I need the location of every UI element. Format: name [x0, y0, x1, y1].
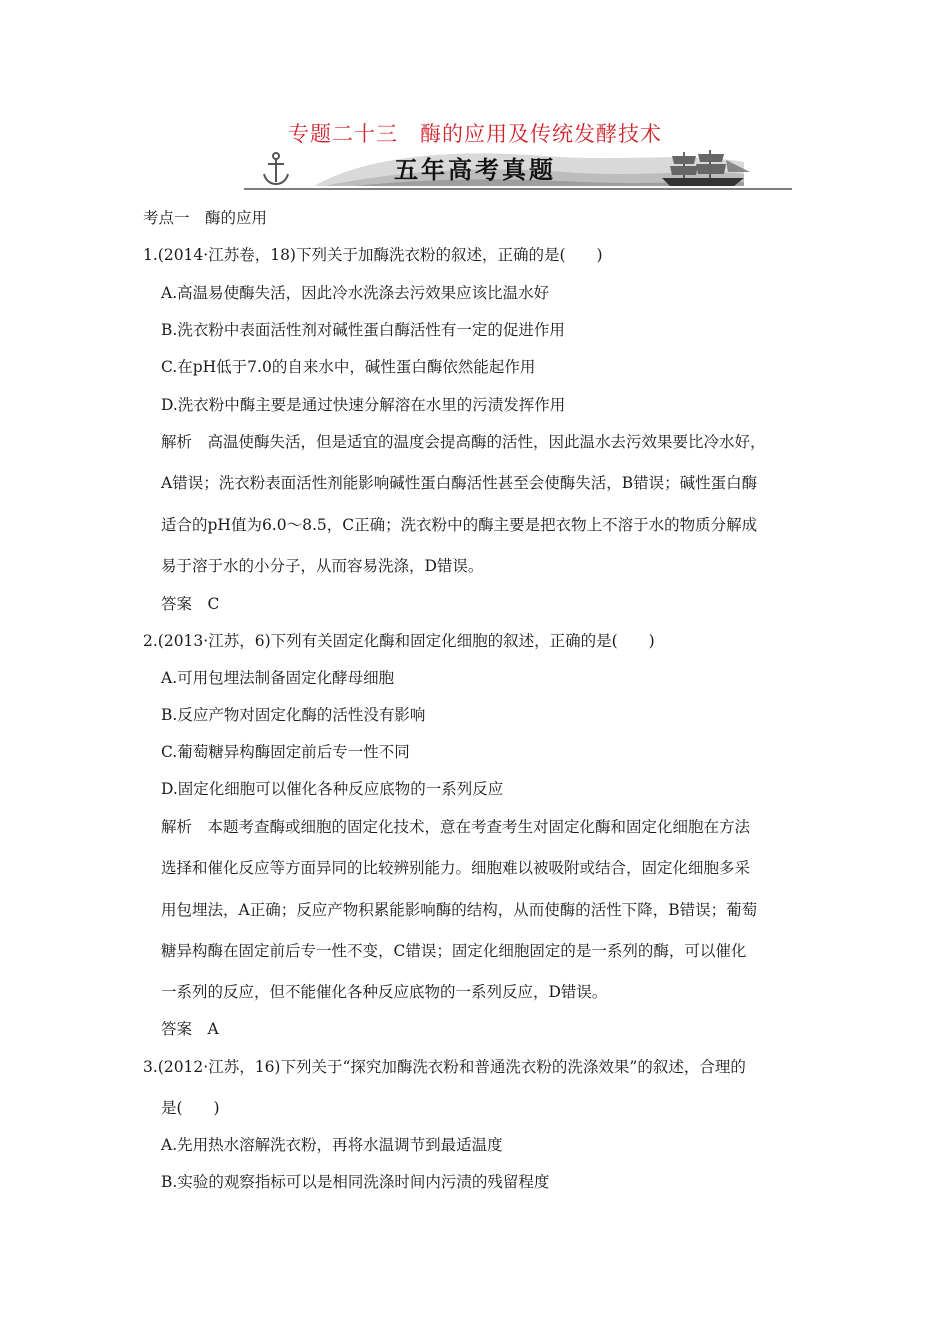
- banner-heading: 五年高考真题: [394, 156, 556, 184]
- question-2-answer: 答案 A: [161, 1020, 219, 1038]
- question-1-analysis-line: 适合的pH值为6.0～8.5，C正确；洗衣粉中的酶主要是把衣物上不溶于水的物质分解成: [161, 516, 758, 534]
- question-3-option-b: B.实验的观察指标可以是相同洗涤时间内污渍的残留程度: [161, 1173, 550, 1191]
- question-1-option-b: B.洗衣粉中表面活性剂对碱性蛋白酶活性有一定的促进作用: [161, 321, 565, 339]
- question-3-stem: 3.(2012·江苏，16)下列关于“探究加酶洗衣粉和普通洗衣粉的洗涤效果”的叙述，合理的: [143, 1058, 746, 1076]
- question-2-analysis-line: 用包埋法，A正确；反应产物积累能影响酶的结构，从而使酶的活性下降，B错误；葡萄: [161, 901, 758, 919]
- question-2-analysis-line: 选择和催化反应等方面异同的比较辨别能力。细胞难以被吸附或结合，固定化细胞多采: [161, 859, 751, 877]
- question-1-option-d: D.洗衣粉中酶主要是通过快速分解溶在水里的污渍发挥作用: [161, 396, 566, 414]
- question-1-analysis-line: 易于溶于水的小分子，从而容易洗涤，D错误。: [161, 557, 484, 575]
- question-1-stem: 1.(2014·江苏卷，18)下列关于加酶洗衣粉的叙述，正确的是( ): [143, 246, 603, 264]
- question-2-option-d: D.固定化细胞可以催化各种反应底物的一系列反应: [161, 780, 504, 798]
- question-3-stem-continued: 是( ): [161, 1099, 220, 1117]
- question-2-stem: 2.(2013·江苏，6)下列有关固定化酶和固定化细胞的叙述，正确的是( ): [143, 632, 655, 650]
- question-1-answer: 答案 C: [161, 595, 220, 613]
- question-1-option-a: A.高温易使酶失活，因此冷水洗涤去污效果应该比温水好: [161, 284, 550, 302]
- question-2-option-c: C.葡萄糖异构酶固定前后专一性不同: [161, 743, 410, 761]
- page-title: 专题二十三 酶的应用及传统发酵技术: [288, 122, 662, 146]
- question-3-option-a: A.先用热水溶解洗衣粉，再将水温调节到最适温度: [161, 1136, 503, 1154]
- question-2-option-b: B.反应产物对固定化酶的活性没有影响: [161, 706, 426, 724]
- question-1-analysis-line: 解析 高温使酶失活，但是适宜的温度会提高酶的活性，因此温水去污效果要比冷水好，: [161, 433, 766, 451]
- section-heading: 考点一 酶的应用: [143, 209, 268, 227]
- question-2-analysis-line: 糖异构酶在固定前后专一性不变，C错误；固定化细胞固定的是一系列的酶，可以催化: [161, 942, 747, 960]
- question-1-analysis-line: A错误；洗衣粉表面活性剂能影响碱性蛋白酶活性甚至会使酶失活，B错误；碱性蛋白酶: [161, 474, 758, 492]
- question-2-analysis-line: 一系列的反应，但不能催化各种反应底物的一系列反应，D错误。: [161, 983, 608, 1001]
- question-2-analysis-line: 解析 本题考查酶或细胞的固定化技术，意在考查考生对固定化酶和固定化细胞在方法: [161, 818, 751, 836]
- question-2-option-a: A.可用包埋法制备固定化酵母细胞: [161, 669, 395, 687]
- question-1-option-c: C.在pH低于7.0的自来水中，碱性蛋白酶依然能起作用: [161, 358, 536, 376]
